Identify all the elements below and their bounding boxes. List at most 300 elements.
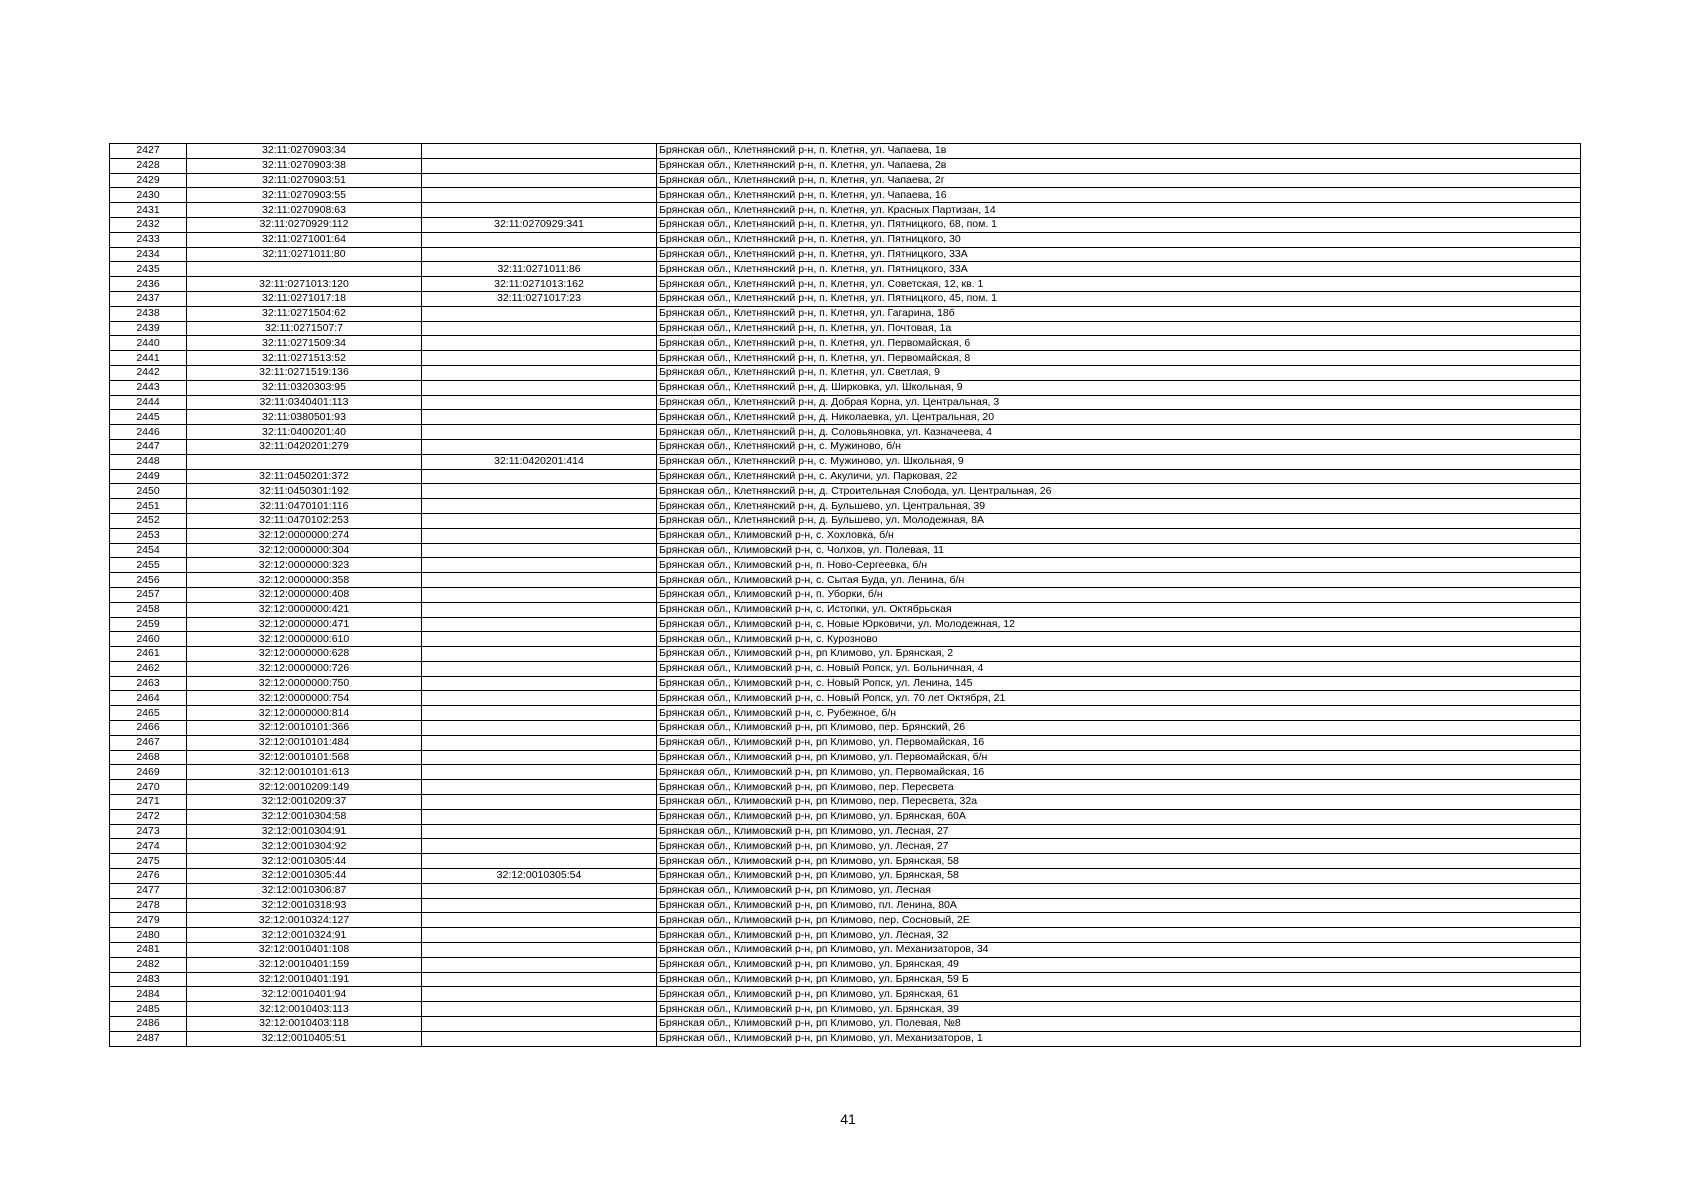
- address-cell: Брянская обл., Климовский р-н, рп Климово, пер. Сосновый, 2Е: [657, 913, 1581, 928]
- row-number-cell: 2441: [110, 351, 187, 366]
- table-row: [110, 617, 1581, 632]
- premises-cadastral-number-cell: [422, 691, 657, 706]
- address-cell: Брянская обл., Климовский р-н, рп Климово, ул. Брянская, 58: [657, 854, 1581, 869]
- premises-cadastral-number-cell: [422, 1002, 657, 1017]
- address-cell: Брянская обл., Климовский р-н, рп Климово, ул. Первомайская, 16: [657, 735, 1581, 750]
- address-cell: Брянская обл., Климовский р-н, с. Рубежное, б/н: [657, 706, 1581, 721]
- address-cell: Брянская обл., Клетнянский р-н, п. Клетня, ул. Пятницкого, 33А: [657, 262, 1581, 277]
- premises-cadastral-number-cell: [422, 602, 657, 617]
- premises-cadastral-number-cell: [422, 1017, 657, 1032]
- table-row: [110, 380, 1581, 395]
- address-cell: Брянская обл., Клетнянский р-н, п. Клетня, ул. Чапаева, 2г: [657, 173, 1581, 188]
- cadastral-number-cell: 32:12:0010401:191: [187, 972, 422, 987]
- cadastral-number-cell: 32:12:0000000:726: [187, 661, 422, 676]
- cadastral-number-cell: 32:11:0380501:93: [187, 410, 422, 425]
- premises-cadastral-number-cell: [422, 854, 657, 869]
- table-row: [110, 957, 1581, 972]
- premises-cadastral-number-cell: 32:11:0270929:341: [422, 217, 657, 232]
- row-number-cell: 2430: [110, 188, 187, 203]
- premises-cadastral-number-cell: [422, 439, 657, 454]
- row-number-cell: 2459: [110, 617, 187, 632]
- premises-cadastral-number-cell: [422, 647, 657, 662]
- cadastral-number-cell: 32:11:0270903:38: [187, 158, 422, 173]
- row-number-cell: 2485: [110, 1002, 187, 1017]
- premises-cadastral-number-cell: [422, 587, 657, 602]
- cadastral-number-cell: 32:12:0010101:613: [187, 765, 422, 780]
- row-number-cell: 2468: [110, 750, 187, 765]
- cadastral-number-cell: 32:12:0010305:44: [187, 854, 422, 869]
- cadastral-number-cell: 32:12:0010318:93: [187, 898, 422, 913]
- premises-cadastral-number-cell: [422, 750, 657, 765]
- premises-cadastral-number-cell: [422, 425, 657, 440]
- cadastral-number-cell: 32:11:0270903:34: [187, 144, 422, 159]
- address-cell: Брянская обл., Климовский р-н, рп Климово, ул. Брянская, 2: [657, 647, 1581, 662]
- table-row: [110, 528, 1581, 543]
- premises-cadastral-number-cell: [422, 203, 657, 218]
- address-cell: Брянская обл., Климовский р-н, рп Климово, ул. Лесная, 32: [657, 928, 1581, 943]
- address-cell: Брянская обл., Климовский р-н, рп Климово, ул. Первомайская, б/н: [657, 750, 1581, 765]
- address-cell: Брянская обл., Клетнянский р-н, д. Бульшево, ул. Центральная, 39: [657, 499, 1581, 514]
- cadastral-number-cell: 32:12:0010304:58: [187, 809, 422, 824]
- row-number-cell: 2473: [110, 824, 187, 839]
- premises-cadastral-number-cell: [422, 306, 657, 321]
- address-cell: Брянская обл., Климовский р-н, с. Новый Ропск, ул. Больничная, 4: [657, 661, 1581, 676]
- premises-cadastral-number-cell: [422, 499, 657, 514]
- cadastral-number-cell: 32:12:0000000:750: [187, 676, 422, 691]
- premises-cadastral-number-cell: [422, 676, 657, 691]
- row-number-cell: 2435: [110, 262, 187, 277]
- cadastral-number-cell: 32:12:0010209:37: [187, 795, 422, 810]
- table-row: [110, 1031, 1581, 1046]
- cadastral-number-cell: 32:12:0010101:568: [187, 750, 422, 765]
- row-number-cell: 2456: [110, 573, 187, 588]
- address-cell: Брянская обл., Климовский р-н, рп Климово, ул. Брянская, 60А: [657, 809, 1581, 824]
- premises-cadastral-number-cell: [422, 395, 657, 410]
- address-cell: Брянская обл., Клетнянский р-н, п. Клетня, ул. Чапаева, 2в: [657, 158, 1581, 173]
- row-number-cell: 2470: [110, 780, 187, 795]
- table-row: [110, 291, 1581, 306]
- cadastral-number-cell: 32:12:0000000:408: [187, 587, 422, 602]
- table-row: [110, 883, 1581, 898]
- row-number-cell: 2454: [110, 543, 187, 558]
- table-row: [110, 365, 1581, 380]
- cadastral-number-cell: 32:11:0270929:112: [187, 217, 422, 232]
- row-number-cell: 2482: [110, 957, 187, 972]
- row-number-cell: 2481: [110, 943, 187, 958]
- premises-cadastral-number-cell: [422, 957, 657, 972]
- premises-cadastral-number-cell: [422, 513, 657, 528]
- address-cell: Брянская обл., Клетнянский р-н, п. Клетня, ул. Чапаева, 1в: [657, 144, 1581, 159]
- cadastral-number-cell: 32:12:0010401:94: [187, 987, 422, 1002]
- cadastral-number-cell: 32:11:0271507:7: [187, 321, 422, 336]
- table-row: [110, 321, 1581, 336]
- cadastral-number-cell: 32:12:0000000:274: [187, 528, 422, 543]
- address-cell: Брянская обл., Климовский р-н, рп Климово, ул. Брянская, 39: [657, 1002, 1581, 1017]
- cadastral-number-cell: 32:11:0270903:51: [187, 173, 422, 188]
- address-cell: Брянская обл., Клетнянский р-н, д. Соловьяновка, ул. Казначеева, 4: [657, 425, 1581, 440]
- table-row: [110, 943, 1581, 958]
- premises-cadastral-number-cell: [422, 469, 657, 484]
- address-cell: Брянская обл., Климовский р-н, рп Климово, ул. Механизаторов, 1: [657, 1031, 1581, 1046]
- address-cell: Брянская обл., Клетнянский р-н, д. Николаевка, ул. Центральная, 20: [657, 410, 1581, 425]
- page-number: 41: [840, 1111, 856, 1127]
- table-row: [110, 203, 1581, 218]
- table-row: [110, 854, 1581, 869]
- cadastral-number-cell: 32:12:0000000:610: [187, 632, 422, 647]
- table-row: [110, 898, 1581, 913]
- address-cell: Брянская обл., Климовский р-н, с. Курозново: [657, 632, 1581, 647]
- cadastral-number-cell: 32:11:0450301:192: [187, 484, 422, 499]
- cadastral-number-cell: 32:12:0010405:51: [187, 1031, 422, 1046]
- address-cell: Брянская обл., Климовский р-н, рп Климово, ул. Первомайская, 16: [657, 765, 1581, 780]
- row-number-cell: 2440: [110, 336, 187, 351]
- cadastral-number-cell: 32:12:0010324:91: [187, 928, 422, 943]
- row-number-cell: 2453: [110, 528, 187, 543]
- row-number-cell: 2432: [110, 217, 187, 232]
- row-number-cell: 2471: [110, 795, 187, 810]
- premises-cadastral-number-cell: [422, 943, 657, 958]
- table-row: [110, 1002, 1581, 1017]
- address-cell: Брянская обл., Клетнянский р-н, п. Клетня, ул. Светлая, 9: [657, 365, 1581, 380]
- address-cell: Брянская обл., Клетнянский р-н, п. Клетня, ул. Пятницкого, 45, пом. 1: [657, 291, 1581, 306]
- cadastral-number-cell: 32:11:0320303:95: [187, 380, 422, 395]
- address-cell: Брянская обл., Климовский р-н, с. Истопки, ул. Октябрьская: [657, 602, 1581, 617]
- table-row: [110, 691, 1581, 706]
- cadastral-number-cell: 32:11:0271011:80: [187, 247, 422, 262]
- address-cell: Брянская обл., Климовский р-н, с. Новый Ропск, ул. Ленина, 145: [657, 676, 1581, 691]
- premises-cadastral-number-cell: [422, 232, 657, 247]
- address-cell: Брянская обл., Клетнянский р-н, д. Строительная Слобода, ул. Центральная, 26: [657, 484, 1581, 499]
- premises-cadastral-number-cell: [422, 351, 657, 366]
- address-cell: Брянская обл., Клетнянский р-н, д. Бульшево, ул. Молодежная, 8А: [657, 513, 1581, 528]
- row-number-cell: 2452: [110, 513, 187, 528]
- address-cell: Брянская обл., Клетнянский р-н, п. Клетня, ул. Пятницкого, 68, пом. 1: [657, 217, 1581, 232]
- row-number-cell: 2467: [110, 735, 187, 750]
- row-number-cell: 2474: [110, 839, 187, 854]
- row-number-cell: 2434: [110, 247, 187, 262]
- row-number-cell: 2472: [110, 809, 187, 824]
- row-number-cell: 2438: [110, 306, 187, 321]
- premises-cadastral-number-cell: [422, 558, 657, 573]
- address-cell: Брянская обл., Климовский р-н, рп Климово, ул. Брянская, 49: [657, 957, 1581, 972]
- premises-cadastral-number-cell: [422, 987, 657, 1002]
- cadastral-number-cell: 32:11:0420201:279: [187, 439, 422, 454]
- row-number-cell: 2458: [110, 602, 187, 617]
- cadastral-number-cell: 32:12:0010401:108: [187, 943, 422, 958]
- premises-cadastral-number-cell: [422, 780, 657, 795]
- table-row: [110, 721, 1581, 736]
- table-row: [110, 676, 1581, 691]
- table-row: [110, 306, 1581, 321]
- address-cell: Брянская обл., Клетнянский р-н, с. Акуличи, ул. Парковая, 22: [657, 469, 1581, 484]
- row-number-cell: 2463: [110, 676, 187, 691]
- table-row: [110, 336, 1581, 351]
- cadastral-number-cell: 32:12:0010306:87: [187, 883, 422, 898]
- table-row: [110, 869, 1581, 884]
- row-number-cell: 2487: [110, 1031, 187, 1046]
- premises-cadastral-number-cell: [422, 144, 657, 159]
- row-number-cell: 2480: [110, 928, 187, 943]
- cadastral-number-cell: 32:11:0271519:136: [187, 365, 422, 380]
- premises-cadastral-number-cell: [422, 765, 657, 780]
- cadastral-number-cell: [187, 262, 422, 277]
- row-number-cell: 2446: [110, 425, 187, 440]
- row-number-cell: 2486: [110, 1017, 187, 1032]
- address-cell: Брянская обл., Климовский р-н, с. Новые Юрковичи, ул. Молодежная, 12: [657, 617, 1581, 632]
- address-cell: Брянская обл., Клетнянский р-н, п. Клетня, ул. Первомайская, 6: [657, 336, 1581, 351]
- cadastral-number-cell: 32:11:0270908:63: [187, 203, 422, 218]
- row-number-cell: 2436: [110, 277, 187, 292]
- address-cell: Брянская обл., Климовский р-н, рп Климово, ул. Механизаторов, 34: [657, 943, 1581, 958]
- cadastral-number-cell: 32:11:0271513:52: [187, 351, 422, 366]
- address-cell: Брянская обл., Климовский р-н, рп Климово, ул. Полевая, №8: [657, 1017, 1581, 1032]
- row-number-cell: 2451: [110, 499, 187, 514]
- table-row: [110, 469, 1581, 484]
- row-number-cell: 2464: [110, 691, 187, 706]
- cadastral-number-cell: 32:12:0010304:92: [187, 839, 422, 854]
- row-number-cell: 2428: [110, 158, 187, 173]
- cadastral-number-cell: 32:12:0000000:358: [187, 573, 422, 588]
- cadastral-number-cell: 32:11:0271504:62: [187, 306, 422, 321]
- premises-cadastral-number-cell: [422, 484, 657, 499]
- address-cell: Брянская обл., Климовский р-н, с. Сытая Буда, ул. Ленина, б/н: [657, 573, 1581, 588]
- row-number-cell: 2462: [110, 661, 187, 676]
- table-row: [110, 439, 1581, 454]
- premises-cadastral-number-cell: [422, 913, 657, 928]
- table-row: [110, 144, 1581, 159]
- cadastral-number-cell: 32:12:0000000:304: [187, 543, 422, 558]
- table-row: [110, 410, 1581, 425]
- cadastral-number-cell: 32:11:0400201:40: [187, 425, 422, 440]
- table-row: [110, 558, 1581, 573]
- row-number-cell: 2483: [110, 972, 187, 987]
- address-cell: Брянская обл., Клетнянский р-н, с. Мужиново, ул. Школьная, 9: [657, 454, 1581, 469]
- table-row: [110, 602, 1581, 617]
- table-row: [110, 780, 1581, 795]
- table-row: [110, 972, 1581, 987]
- table-row: [110, 247, 1581, 262]
- row-number-cell: 2484: [110, 987, 187, 1002]
- row-number-cell: 2439: [110, 321, 187, 336]
- table-row: [110, 661, 1581, 676]
- cadastral-number-cell: 32:11:0271017:18: [187, 291, 422, 306]
- table-row: [110, 454, 1581, 469]
- row-number-cell: 2433: [110, 232, 187, 247]
- table-row: [110, 750, 1581, 765]
- cadastral-number-cell: [187, 454, 422, 469]
- row-number-cell: 2455: [110, 558, 187, 573]
- table-row: [110, 158, 1581, 173]
- row-number-cell: 2450: [110, 484, 187, 499]
- cadastral-number-cell: 32:12:0000000:471: [187, 617, 422, 632]
- premises-cadastral-number-cell: [422, 661, 657, 676]
- premises-cadastral-number-cell: [422, 883, 657, 898]
- premises-cadastral-number-cell: 32:11:0271013:162: [422, 277, 657, 292]
- address-cell: Брянская обл., Климовский р-н, рп Климово, пер. Пересвета: [657, 780, 1581, 795]
- address-cell: Брянская обл., Климовский р-н, рп Климово, ул. Лесная, 27: [657, 839, 1581, 854]
- table-row: [110, 928, 1581, 943]
- premises-cadastral-number-cell: [422, 809, 657, 824]
- cadastral-number-cell: 32:12:0010101:484: [187, 735, 422, 750]
- cadastral-number-cell: 32:11:0450201:372: [187, 469, 422, 484]
- address-cell: Брянская обл., Клетнянский р-н, д. Добрая Корна, ул. Центральная, 3: [657, 395, 1581, 410]
- table-row: [110, 173, 1581, 188]
- premises-cadastral-number-cell: [422, 365, 657, 380]
- row-number-cell: 2469: [110, 765, 187, 780]
- cadastral-number-cell: 32:11:0470101:116: [187, 499, 422, 514]
- row-number-cell: 2476: [110, 869, 187, 884]
- table-row: [110, 587, 1581, 602]
- row-number-cell: 2431: [110, 203, 187, 218]
- premises-cadastral-number-cell: [422, 721, 657, 736]
- premises-cadastral-number-cell: [422, 528, 657, 543]
- row-number-cell: 2442: [110, 365, 187, 380]
- address-cell: Брянская обл., Климовский р-н, рп Климово, ул. Брянская, 58: [657, 869, 1581, 884]
- premises-cadastral-number-cell: [422, 321, 657, 336]
- table-row: [110, 499, 1581, 514]
- table-row: [110, 647, 1581, 662]
- row-number-cell: 2448: [110, 454, 187, 469]
- table-row: [110, 484, 1581, 499]
- row-number-cell: 2429: [110, 173, 187, 188]
- address-cell: Брянская обл., Климовский р-н, рп Климово, пл. Ленина, 80А: [657, 898, 1581, 913]
- cadastral-number-cell: 32:11:0271509:34: [187, 336, 422, 351]
- table-row: [110, 232, 1581, 247]
- premises-cadastral-number-cell: [422, 898, 657, 913]
- table-row: [110, 262, 1581, 277]
- table-row: [110, 824, 1581, 839]
- table-row: [110, 765, 1581, 780]
- row-number-cell: 2477: [110, 883, 187, 898]
- cadastral-number-cell: 32:12:0010403:118: [187, 1017, 422, 1032]
- address-cell: Брянская обл., Климовский р-н, рп Климово, ул. Лесная: [657, 883, 1581, 898]
- address-cell: Брянская обл., Климовский р-н, с. Хохловка, б/н: [657, 528, 1581, 543]
- premises-cadastral-number-cell: [422, 173, 657, 188]
- address-cell: Брянская обл., Клетнянский р-н, п. Клетня, ул. Первомайская, 8: [657, 351, 1581, 366]
- cadastral-number-cell: 32:12:0010324:127: [187, 913, 422, 928]
- row-number-cell: 2445: [110, 410, 187, 425]
- cadastral-number-cell: 32:12:0000000:814: [187, 706, 422, 721]
- table-row: [110, 217, 1581, 232]
- premises-cadastral-number-cell: [422, 928, 657, 943]
- table-row: [110, 735, 1581, 750]
- cadastral-number-cell: 32:12:0010209:149: [187, 780, 422, 795]
- cadastral-number-cell: 32:12:0010304:91: [187, 824, 422, 839]
- premises-cadastral-number-cell: [422, 972, 657, 987]
- premises-cadastral-number-cell: [422, 543, 657, 558]
- table-row: [110, 632, 1581, 647]
- address-cell: Брянская обл., Клетнянский р-н, п. Клетня, ул. Чапаева, 16: [657, 188, 1581, 203]
- address-cell: Брянская обл., Клетнянский р-н, п. Клетня, ул. Красных Партизан, 14: [657, 203, 1581, 218]
- premises-cadastral-number-cell: [422, 839, 657, 854]
- row-number-cell: 2457: [110, 587, 187, 602]
- registry-table: [109, 143, 1581, 1047]
- cadastral-number-cell: 32:12:0000000:754: [187, 691, 422, 706]
- row-number-cell: 2437: [110, 291, 187, 306]
- row-number-cell: 2449: [110, 469, 187, 484]
- address-cell: Брянская обл., Климовский р-н, рп Климово, ул. Брянская, 59 Б: [657, 972, 1581, 987]
- table-row: [110, 913, 1581, 928]
- cadastral-number-cell: 32:11:0271001:64: [187, 232, 422, 247]
- row-number-cell: 2444: [110, 395, 187, 410]
- address-cell: Брянская обл., Клетнянский р-н, п. Клетня, ул. Почтовая, 1а: [657, 321, 1581, 336]
- premises-cadastral-number-cell: [422, 247, 657, 262]
- address-cell: Брянская обл., Климовский р-н, с. Чолхов, ул. Полевая, 11: [657, 543, 1581, 558]
- table-row: [110, 425, 1581, 440]
- cadastral-number-cell: 32:12:0000000:421: [187, 602, 422, 617]
- address-cell: Брянская обл., Клетнянский р-н, д. Ширковка, ул. Школьная, 9: [657, 380, 1581, 395]
- registry-table-body: [110, 144, 1581, 1047]
- table-row: [110, 1017, 1581, 1032]
- cadastral-number-cell: 32:11:0470102:253: [187, 513, 422, 528]
- premises-cadastral-number-cell: [422, 706, 657, 721]
- row-number-cell: 2443: [110, 380, 187, 395]
- row-number-cell: 2461: [110, 647, 187, 662]
- row-number-cell: 2478: [110, 898, 187, 913]
- address-cell: Брянская обл., Климовский р-н, рп Климово, пер. Пересвета, 32а: [657, 795, 1581, 810]
- premises-cadastral-number-cell: 32:11:0271011:86: [422, 262, 657, 277]
- premises-cadastral-number-cell: [422, 795, 657, 810]
- cadastral-number-cell: 32:12:0010403:113: [187, 1002, 422, 1017]
- address-cell: Брянская обл., Климовский р-н, рп Климово, ул. Брянская, 61: [657, 987, 1581, 1002]
- address-cell: Брянская обл., Климовский р-н, рп Климово, пер. Брянский, 26: [657, 721, 1581, 736]
- table-row: [110, 795, 1581, 810]
- row-number-cell: 2475: [110, 854, 187, 869]
- cadastral-number-cell: 32:11:0270903:55: [187, 188, 422, 203]
- table-row: [110, 395, 1581, 410]
- premises-cadastral-number-cell: [422, 632, 657, 647]
- table-row: [110, 987, 1581, 1002]
- row-number-cell: 2460: [110, 632, 187, 647]
- address-cell: Брянская обл., Клетнянский р-н, п. Клетня, ул. Гагарина, 18б: [657, 306, 1581, 321]
- table-row: [110, 277, 1581, 292]
- premises-cadastral-number-cell: [422, 336, 657, 351]
- premises-cadastral-number-cell: 32:11:0271017:23: [422, 291, 657, 306]
- address-cell: Брянская обл., Климовский р-н, с. Новый Ропск, ул. 70 лет Октября, 21: [657, 691, 1581, 706]
- premises-cadastral-number-cell: [422, 573, 657, 588]
- table-row: [110, 706, 1581, 721]
- row-number-cell: 2427: [110, 144, 187, 159]
- premises-cadastral-number-cell: 32:12:0010305:54: [422, 869, 657, 884]
- table-row: [110, 351, 1581, 366]
- table-row: [110, 188, 1581, 203]
- premises-cadastral-number-cell: [422, 735, 657, 750]
- cadastral-number-cell: 32:11:0340401:113: [187, 395, 422, 410]
- premises-cadastral-number-cell: 32:11:0420201:414: [422, 454, 657, 469]
- address-cell: Брянская обл., Клетнянский р-н, с. Мужиново, б/н: [657, 439, 1581, 454]
- table-row: [110, 839, 1581, 854]
- row-number-cell: 2466: [110, 721, 187, 736]
- row-number-cell: 2447: [110, 439, 187, 454]
- cadastral-number-cell: 32:12:0010401:159: [187, 957, 422, 972]
- address-cell: Брянская обл., Клетнянский р-н, п. Клетня, ул. Пятницкого, 30: [657, 232, 1581, 247]
- premises-cadastral-number-cell: [422, 380, 657, 395]
- cadastral-number-cell: 32:12:0000000:323: [187, 558, 422, 573]
- address-cell: Брянская обл., Климовский р-н, п. Ново-Сергеевка, б/н: [657, 558, 1581, 573]
- cadastral-number-cell: 32:12:0010305:44: [187, 869, 422, 884]
- cadastral-number-cell: 32:11:0271013:120: [187, 277, 422, 292]
- premises-cadastral-number-cell: [422, 188, 657, 203]
- table-row: [110, 809, 1581, 824]
- table-row: [110, 513, 1581, 528]
- cadastral-number-cell: 32:12:0010101:366: [187, 721, 422, 736]
- premises-cadastral-number-cell: [422, 824, 657, 839]
- address-cell: Брянская обл., Климовский р-н, рп Климово, ул. Лесная, 27: [657, 824, 1581, 839]
- row-number-cell: 2479: [110, 913, 187, 928]
- address-cell: Брянская обл., Клетнянский р-н, п. Клетня, ул. Пятницкого, 33А: [657, 247, 1581, 262]
- table-row: [110, 573, 1581, 588]
- premises-cadastral-number-cell: [422, 617, 657, 632]
